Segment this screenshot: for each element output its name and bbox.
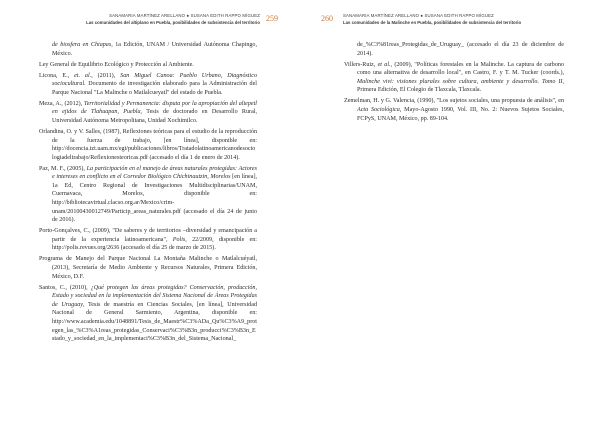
reference-entry: de biosfera en Chiapas, 1a Edición, UNAM / Universidad Autónoma Chapingo, México. [52,42,257,57]
reference-entry: Zemelman, H. y G. Valencia, (1990), "Los sujetos sociales, una propuesta de análisis", en Acta Sociológica, Mayo-Agosto 1990, Vol. III, No. 2: Nuevos Sujetos Sociales, FCPyS, UNAM, México, pp. 89-104. [344,98,565,122]
reference-entry: Villers-Ruiz, et al., (2009), "Políticas forestales en la Malinche. La captura de carbono como una alternativa de desarrollo local", en Castro, F. y T. M. Tucker (coords.), Malinche vivi: visiones plurales sobre cultura, ambiente y desarrollo. Tomo II, Primera Edición, El Colegio de Tlaxcala, Tlaxcala. [344,61,564,94]
reference-entry: Ley General de Equilibrio Ecológico y Protección al Ambiente. [39,61,194,68]
reference-entry: Programa de Manejo del Parque Nacional La Montaña Malinche o Matlalcuéyatl, (2013), Secretaría de Medio Ambiente y Recursos Naturales, Primera Edición, México, D.F. [39,256,257,280]
running-head-title: Las comunidades del altiplano en Puebla, posibilidades de subsistencia del territorio [86,19,260,25]
reference-list [344,41,564,126]
running-head-title: Las comunidades de la Malinche en Puebla, posibilidades de subsistencia del territorio [343,19,522,25]
running-head-authors: SANAMARIA MARTÍNEZ ARELLANO ● SUSANA EDITH RAPPO MÍGUEZ [109,13,260,18]
reference-entry: Licona, E., et. al., (2011), San Miguel Canoa: Pueblo Urbano, Diagnóstico sociocultural. Documento de investigación elaborado para la Administración del Parque Nacional "La Malinche o Matlalcueyatl" del estado de Puebla. [39,72,257,96]
reference-entry: Orlandina, O. y V. Salles, (1987), Reflexiones teóricas para el estudio de la reproducción de la fuerza de trabajo, [en línea], disponible en: http://docencia.izt.uam.mx/egt/publicaciones/libros/Tratadolatinoamericanodesociologiadeltrabajo/Reflexionesteoricas.pdf (accesado el día 1 de enero de 2014). [39,128,257,161]
reference-entry: Santos, C., (2010), ¿Qué protegen las áreas protegidas? Conservación, producción, Estado y sociedad en la implementación del Sistema Nacional de Áreas Protegidas de Uruguay, Tesis de maestría en Ciencias Sociales, [en línea], Universidad Nacional de General Sarmiento, Argentina, disponible en: http://www.academia.edu/1048891/Tesis_de_Maestr%C3%ADa_Qu%C3%A9_protegen_las_%C3%A1reas_protegidas_Conservaci%C3%B3n_producci%C3%B3n_Estado_y_sociedad_en_la_implementaci%C3%B3n_del_Sistema_Nacional_ [39,284,258,343]
reference-entry: Porto-Gonçalves, C., (2009), "De saberes y de territorios –diversidad y emancipación a partir de la experiencia latinoamericana", Polis, 22/2009, disponible en: http://polis.revues.org/2636 (accesado el día 25 de marzo de 2015). [39,228,257,252]
reference-entry: Meza, A., (2012), Territorialidad y Permanencia: disputa por la apropiación del altepetl en ejidos de Tlahuapan, Puebla, Tesis de doctorado en Desarrollo Rural, Universidad Autónoma Metropolitana, Unidad Xochimilco. [39,100,257,124]
running-head-left [86,13,260,26]
running-head-authors: SANAMARIA MARTÍNEZ ARELLANO ● SUSANA EDITH RAPPO MÍGUEZ [343,13,494,18]
right-page [300,0,600,440]
page-number: 260 [321,14,333,23]
reference-entry: Paz, M. F., (2005), La participación en el manejo de áreas naturales protegidas: Actores e intereses en conflicto en el Corredor Biológico Chichinautzin, Morelos [en línea], 1a Ed, Centro Regional de Investigaciones Multidisciplinarias/UNAM, Cuernavaca, Morelos, disponible en: http://bibliotecavirtual.clacso.org.ar/Mexico/crim-unam/20100430012749/Particip_areas_naturales.pdf (accesado el día 24 de junio de 2016). [39,165,257,224]
running-head-right [343,13,521,26]
reference-list [39,41,257,346]
page-number: 259 [266,14,278,23]
reference-entry: de_%C3%81reas_Protegidas_de_Uruguay_ (accesado el día 23 de diciembre de 2014). [357,42,564,57]
